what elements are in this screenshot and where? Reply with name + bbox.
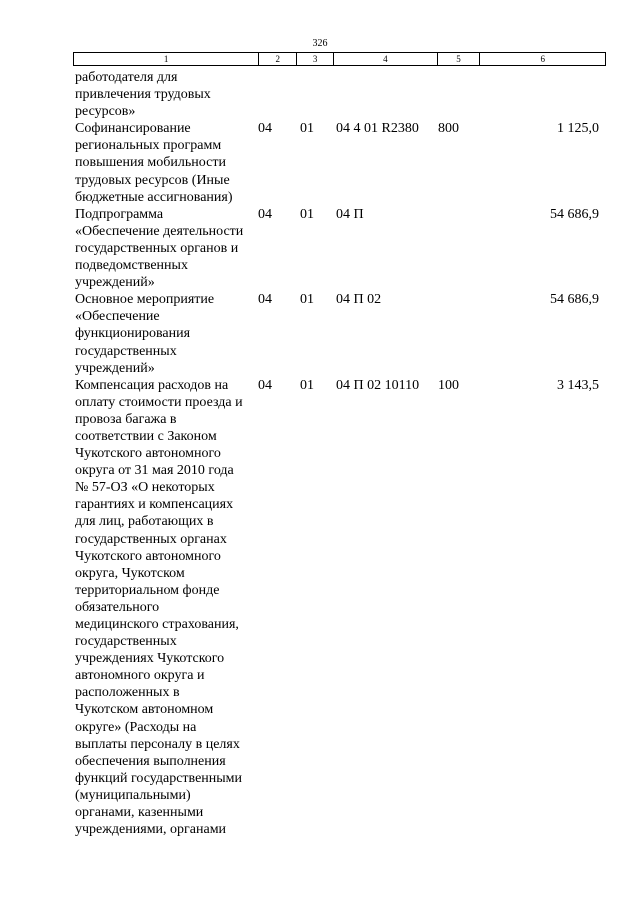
row-target-article-code: 04 П 02 10110 [336,377,420,393]
column-header-2: 2 [259,53,297,65]
table-row [0,69,640,120]
row-amount: 54 686,9 [550,292,599,308]
row-section-code: 04 [258,206,272,222]
budget-table-body [0,69,640,838]
table-row [0,120,640,205]
row-subsection-code: 01 [300,206,314,222]
table-row [0,291,640,376]
row-amount: 1 125,0 [557,121,599,137]
column-header-4: 4 [334,53,438,65]
row-description: Компенсация расходов на оплату стоимости проезда и провоза багажа в соответствии с Законом Чукотского автономного округа от 31 мая 2010 года № 57-ОЗ «О некоторых гарантиях и компенсациях для лиц, работающих в государственных органах Чукотского автономного округа, Чукотском территориальном фонде обязательного медицинского страхования, государственных учреждениях Чукотского автономного округа и расположенных в Чукотском автономном округе» (Расходы на выплаты персоналу в целях обеспечения выполнения функций государственными (муниципальными) органами, казенными учреждениями, органами [75,377,243,838]
column-header-6: 6 [540,54,545,64]
row-target-article-code: 04 4 01 R2380 [336,121,419,137]
row-section-code: 04 [258,121,272,137]
row-description: Подпрограмма «Обеспечение деятельности государственных органов и подведомственных учреждений» [75,206,244,291]
row-target-article-code: 04 П 02 [336,292,382,308]
row-description: Софинансирование региональных программ повышения мобильности трудовых ресурсов (Иные бюджетные ассигнования) [75,121,233,205]
row-section-code: 04 [258,377,272,393]
table-row [0,206,640,291]
table-column-header-row [73,52,606,66]
row-description: Основное мероприятие «Обеспечение функционирования государственных учреждений» [75,292,215,376]
column-header-1: 1 [74,53,259,65]
row-expense-type-code: 800 [438,121,459,137]
row-expense-type-code: 100 [438,377,459,393]
table-row [0,377,640,839]
column-header-3: 3 [297,53,334,65]
row-subsection-code: 01 [300,292,314,308]
row-amount: 3 143,5 [557,377,599,393]
row-target-article-code: 04 П [336,206,364,222]
column-header-5: 5 [438,53,481,65]
row-subsection-code: 01 [300,377,314,393]
row-amount: 54 686,9 [550,206,599,222]
page-number: 326 [312,38,328,49]
row-subsection-code: 01 [300,121,314,137]
row-description: работодателя для привлечения трудовых ресурсов» [75,70,211,120]
row-section-code: 04 [258,292,272,308]
